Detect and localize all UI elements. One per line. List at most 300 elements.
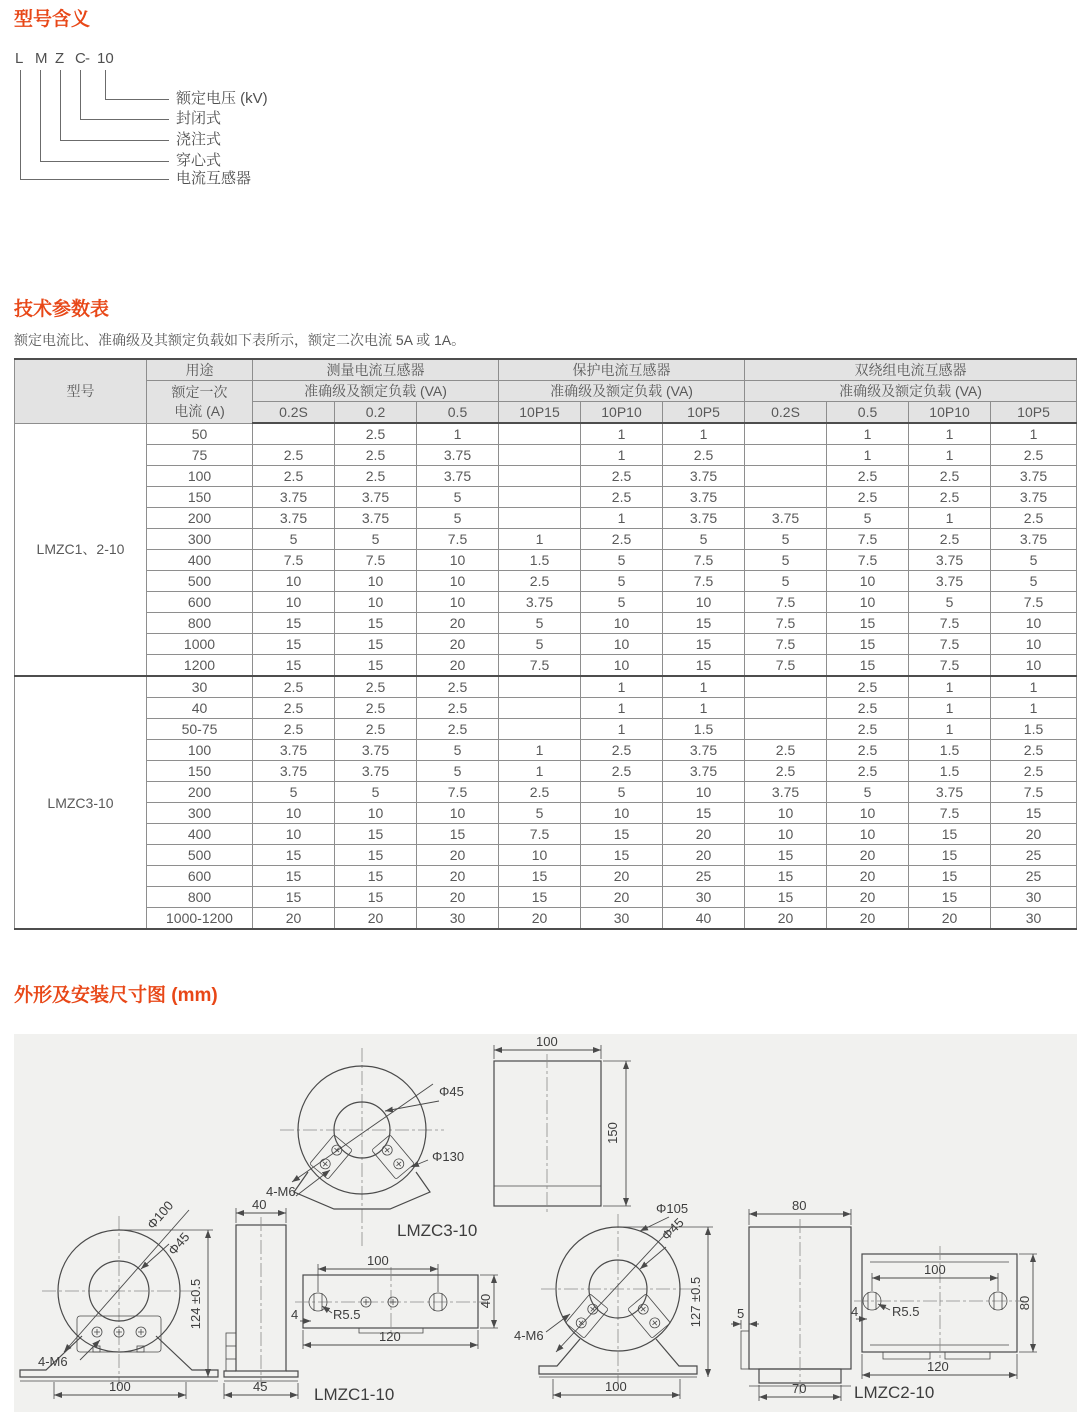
drawing-label: LMZC1-10 — [314, 1385, 395, 1404]
col-header-primary-current — [147, 381, 253, 424]
load-value-cell: 15 — [581, 824, 663, 845]
load-value-cell: 2.5 — [991, 508, 1077, 529]
load-value-cell: 2.5 — [909, 466, 991, 487]
primary-current-cell: 800 — [147, 887, 253, 908]
load-value-cell: 5 — [909, 592, 991, 613]
load-value-cell: 1 — [909, 445, 991, 466]
dim-text: 100 — [109, 1379, 131, 1394]
dim-text: Φ45 — [164, 1229, 193, 1258]
code-meaning-label: 浇注式 — [176, 131, 222, 148]
load-value-cell: 10 — [827, 803, 909, 824]
connector-line — [105, 70, 106, 99]
lmzc3-side-view — [494, 1034, 631, 1214]
load-value-cell: 2.5 — [335, 445, 417, 466]
load-value-cell: 2.5 — [827, 761, 909, 782]
dim-text: 4-M6 — [514, 1328, 544, 1343]
load-value-cell: 10 — [335, 592, 417, 613]
class-col-header: 10P5 — [663, 402, 745, 424]
load-value-cell: 2.5 — [335, 676, 417, 698]
load-value-cell: 5 — [417, 761, 499, 782]
load-value-cell: 2.5 — [253, 698, 335, 719]
load-value-cell — [745, 698, 827, 719]
params-intro-text: 额定电流比、准确级及其额定负载如下表所示，额定二次电流 5A 或 1A。 — [14, 332, 466, 348]
load-value-cell: 30 — [581, 908, 663, 930]
class-col-header: 10P15 — [499, 402, 581, 424]
load-value-cell: 3.75 — [335, 761, 417, 782]
code-meaning-label: 额定电压 (kV) — [176, 90, 268, 107]
primary-current-cell: 1000-1200 — [147, 908, 253, 930]
load-value-cell: 15 — [909, 887, 991, 908]
code-meaning-label: 封闭式 — [176, 110, 222, 127]
primary-current-cell: 100 — [147, 466, 253, 487]
dim-text: 80 — [1017, 1295, 1032, 1311]
primary-current-cell: 1000 — [147, 634, 253, 655]
load-value-cell: 2.5 — [581, 466, 663, 487]
params-table — [14, 358, 1077, 930]
lmzc1-side-view — [224, 1197, 298, 1399]
load-value-cell — [499, 676, 581, 698]
load-value-cell: 10 — [581, 634, 663, 655]
dim-text: Φ45 — [439, 1084, 464, 1099]
table-row — [15, 529, 1077, 550]
load-value-cell: 10 — [253, 571, 335, 592]
dim-text: 100 — [367, 1253, 389, 1268]
load-value-cell: 15 — [253, 845, 335, 866]
params-table-body — [15, 423, 1077, 929]
load-value-cell: 5 — [417, 487, 499, 508]
dim-text: 4 — [291, 1307, 299, 1322]
load-value-cell: 15 — [499, 887, 581, 908]
load-value-cell: 2.5 — [499, 571, 581, 592]
table-row — [15, 676, 1077, 698]
load-value-cell: 3.75 — [909, 550, 991, 571]
load-value-cell: 1 — [581, 698, 663, 719]
load-value-cell: 20 — [827, 908, 909, 930]
load-value-cell: 2.5 — [335, 698, 417, 719]
load-value-cell — [745, 423, 827, 445]
load-value-cell: 1.5 — [909, 761, 991, 782]
load-value-cell: 7.5 — [991, 592, 1077, 613]
load-value-cell: 10 — [827, 571, 909, 592]
primary-current-line1: 额定一次 — [171, 383, 228, 400]
load-value-cell: 2.5 — [827, 698, 909, 719]
load-value-cell: 10 — [417, 803, 499, 824]
load-value-cell: 1 — [581, 423, 663, 445]
table-row — [15, 508, 1077, 529]
load-value-cell: 3.75 — [909, 782, 991, 803]
primary-current-cell: 600 — [147, 866, 253, 887]
class-col-header: 0.5 — [827, 402, 909, 424]
load-value-cell: 3.75 — [253, 761, 335, 782]
load-value-cell — [499, 698, 581, 719]
connector-line — [40, 161, 169, 162]
load-value-cell: 1 — [663, 423, 745, 445]
dim-text: 150 — [605, 1122, 620, 1144]
load-value-cell: 5 — [253, 782, 335, 803]
dim-text: 70 — [792, 1381, 807, 1396]
load-value-cell: 3.75 — [663, 466, 745, 487]
load-value-cell: 10 — [417, 592, 499, 613]
connector-line — [105, 99, 169, 100]
load-value-cell: 10 — [417, 550, 499, 571]
dim-text: 127 ±0.5 — [688, 1276, 703, 1328]
load-value-cell: 10 — [663, 782, 745, 803]
table-row — [15, 887, 1077, 908]
load-value-cell: 1 — [581, 445, 663, 466]
load-value-cell: 1 — [663, 676, 745, 698]
load-value-cell: 7.5 — [335, 550, 417, 571]
primary-current-cell: 500 — [147, 845, 253, 866]
load-value-cell: 20 — [417, 634, 499, 655]
load-value-cell: 7.5 — [991, 782, 1077, 803]
lmzc3-front-view — [266, 1048, 477, 1246]
load-value-cell: 5 — [499, 613, 581, 634]
load-value-cell: 7.5 — [417, 529, 499, 550]
load-value-cell: 2.5 — [827, 719, 909, 740]
load-value-cell: 7.5 — [745, 655, 827, 677]
load-value-cell: 5 — [991, 571, 1077, 592]
load-value-cell: 3.75 — [909, 571, 991, 592]
table-row — [15, 445, 1077, 466]
load-value-cell: 15 — [663, 803, 745, 824]
model-section-title: 型号含义 — [14, 9, 91, 30]
dimension-drawings — [14, 1034, 1077, 1412]
load-value-cell — [499, 487, 581, 508]
primary-current-cell: 100 — [147, 740, 253, 761]
load-value-cell: 5 — [745, 550, 827, 571]
load-value-cell: 1.5 — [663, 719, 745, 740]
load-value-cell: 7.5 — [909, 655, 991, 677]
load-value-cell: 20 — [417, 887, 499, 908]
load-value-cell: 15 — [335, 845, 417, 866]
dim-text: Φ100 — [143, 1197, 177, 1232]
load-value-cell: 3.75 — [499, 592, 581, 613]
load-value-cell: 20 — [581, 866, 663, 887]
load-value-cell: 15 — [581, 845, 663, 866]
connector-line — [40, 70, 41, 161]
load-value-cell: 2.5 — [909, 487, 991, 508]
load-value-cell: 7.5 — [745, 592, 827, 613]
load-value-cell: 5 — [581, 571, 663, 592]
code-meaning-label: 穿心式 — [176, 152, 222, 169]
load-value-cell: 2.5 — [581, 761, 663, 782]
load-value-cell: 15 — [909, 824, 991, 845]
load-value-cell: 15 — [745, 866, 827, 887]
load-value-cell: 10 — [827, 592, 909, 613]
load-value-cell: 2.5 — [991, 445, 1077, 466]
load-value-cell: 2.5 — [335, 719, 417, 740]
lmzc1-front-view — [20, 1198, 218, 1399]
load-value-cell: 1 — [991, 698, 1077, 719]
load-value-cell: 20 — [581, 887, 663, 908]
load-value-cell: 2.5 — [991, 740, 1077, 761]
load-value-cell: 7.5 — [499, 655, 581, 677]
load-value-cell: 7.5 — [663, 550, 745, 571]
load-value-cell: 15 — [909, 845, 991, 866]
load-value-cell: 2.5 — [253, 466, 335, 487]
load-value-cell: 3.75 — [745, 508, 827, 529]
load-value-cell: 3.75 — [663, 508, 745, 529]
load-value-cell: 2.5 — [335, 423, 417, 445]
load-value-cell: 20 — [827, 845, 909, 866]
primary-current-cell: 75 — [147, 445, 253, 466]
col-header-model: 型号 — [15, 359, 147, 423]
load-value-cell: 15 — [253, 634, 335, 655]
connector-line — [20, 179, 169, 180]
load-value-cell: 2.5 — [253, 445, 335, 466]
load-value-cell: 15 — [663, 613, 745, 634]
load-value-cell: 2.5 — [253, 719, 335, 740]
primary-current-cell: 150 — [147, 487, 253, 508]
connector-line — [20, 70, 21, 179]
class-col-header: 0.2 — [335, 402, 417, 424]
load-value-cell: 5 — [991, 550, 1077, 571]
table-row — [15, 634, 1077, 655]
connector-line — [80, 119, 169, 120]
load-value-cell: 1 — [581, 508, 663, 529]
dim-text: 40 — [252, 1197, 267, 1212]
col-header-measuring: 测量电流互感器 — [253, 359, 499, 381]
load-value-cell — [499, 508, 581, 529]
primary-current-cell: 30 — [147, 676, 253, 698]
table-row — [15, 592, 1077, 613]
class-col-header: 0.5 — [417, 402, 499, 424]
load-value-cell: 15 — [827, 634, 909, 655]
load-value-cell: 2.5 — [827, 487, 909, 508]
load-value-cell: 7.5 — [909, 613, 991, 634]
load-value-cell: 1.5 — [499, 550, 581, 571]
load-value-cell: 15 — [335, 887, 417, 908]
table-row — [15, 761, 1077, 782]
load-value-cell: 1 — [827, 423, 909, 445]
table-row — [15, 740, 1077, 761]
load-value-cell: 5 — [581, 550, 663, 571]
primary-current-cell: 300 — [147, 529, 253, 550]
load-value-cell: 15 — [827, 613, 909, 634]
load-value-cell: 10 — [827, 824, 909, 845]
load-value-cell: 5 — [253, 529, 335, 550]
lmzc2-side-view — [731, 1198, 851, 1401]
load-value-cell: 3.75 — [991, 529, 1077, 550]
load-value-cell: 20 — [499, 908, 581, 930]
load-value-cell: 10 — [991, 634, 1077, 655]
load-value-cell: 10 — [745, 803, 827, 824]
connector-line — [60, 70, 61, 140]
load-value-cell: 20 — [335, 908, 417, 930]
load-value-cell: 15 — [499, 866, 581, 887]
dim-text: Φ45 — [658, 1214, 687, 1244]
primary-current-cell: 800 — [147, 613, 253, 634]
load-value-cell — [499, 719, 581, 740]
table-row — [15, 845, 1077, 866]
load-value-cell: 7.5 — [827, 550, 909, 571]
load-value-cell — [499, 445, 581, 466]
dim-text: R5.5 — [333, 1307, 361, 1322]
load-value-cell: 15 — [909, 866, 991, 887]
load-value-cell: 2.5 — [827, 740, 909, 761]
primary-current-cell: 150 — [147, 761, 253, 782]
connector-line — [80, 70, 81, 119]
model-code-diagram — [14, 50, 1077, 202]
load-value-cell: 15 — [253, 887, 335, 908]
load-value-cell: 1 — [417, 423, 499, 445]
load-value-cell: 2.5 — [827, 466, 909, 487]
dim-text: 124 ±0.5 — [188, 1278, 203, 1330]
dim-text: Φ105 — [656, 1201, 689, 1216]
load-value-cell: 15 — [335, 634, 417, 655]
load-value-cell: 1 — [991, 676, 1077, 698]
load-value-cell: 25 — [991, 845, 1077, 866]
primary-current-cell: 300 — [147, 803, 253, 824]
primary-current-cell: 1200 — [147, 655, 253, 677]
accuracy-load-header: 准确级及额定负载 (VA) — [499, 381, 745, 402]
class-col-header: 10P5 — [991, 402, 1077, 424]
dim-text: 120 — [927, 1359, 949, 1374]
load-value-cell: 1 — [827, 445, 909, 466]
load-value-cell: 1 — [909, 423, 991, 445]
load-value-cell: 20 — [745, 908, 827, 930]
load-value-cell: 15 — [745, 845, 827, 866]
drawings-panel — [14, 1034, 1077, 1412]
load-value-cell: 3.75 — [991, 466, 1077, 487]
code-letter: - — [85, 50, 90, 67]
load-value-cell: 10 — [991, 613, 1077, 634]
table-row — [15, 719, 1077, 740]
dim-text: 4 — [851, 1304, 859, 1319]
table-row — [15, 550, 1077, 571]
load-value-cell: 30 — [991, 908, 1077, 930]
load-value-cell: 1 — [499, 761, 581, 782]
table-row — [15, 571, 1077, 592]
load-value-cell: 1 — [499, 740, 581, 761]
primary-current-cell: 400 — [147, 824, 253, 845]
load-value-cell: 2.5 — [745, 761, 827, 782]
table-row — [15, 655, 1077, 677]
load-value-cell: 15 — [745, 887, 827, 908]
load-value-cell: 2.5 — [417, 676, 499, 698]
load-value-cell: 1 — [909, 698, 991, 719]
load-value-cell: 1 — [909, 676, 991, 698]
load-value-cell: 5 — [827, 782, 909, 803]
load-value-cell: 10 — [253, 824, 335, 845]
load-value-cell — [499, 423, 581, 445]
table-row — [15, 698, 1077, 719]
load-value-cell: 3.75 — [253, 740, 335, 761]
load-value-cell: 30 — [991, 887, 1077, 908]
load-value-cell: 5 — [417, 740, 499, 761]
load-value-cell: 2.5 — [499, 782, 581, 803]
load-value-cell: 2.5 — [581, 740, 663, 761]
load-value-cell — [745, 445, 827, 466]
load-value-cell: 1 — [581, 719, 663, 740]
primary-current-cell: 500 — [147, 571, 253, 592]
drawing-label: LMZC2-10 — [854, 1383, 935, 1402]
table-row — [15, 803, 1077, 824]
code-letter: L — [15, 50, 24, 67]
load-value-cell: 15 — [335, 824, 417, 845]
load-value-cell: 5 — [827, 508, 909, 529]
load-value-cell: 20 — [827, 866, 909, 887]
load-value-cell — [745, 487, 827, 508]
load-value-cell: 2.5 — [827, 676, 909, 698]
code-letter: M — [35, 50, 48, 67]
load-value-cell: 15 — [335, 866, 417, 887]
load-value-cell — [253, 423, 335, 445]
load-value-cell: 10 — [335, 803, 417, 824]
class-col-header: 10P10 — [581, 402, 663, 424]
load-value-cell: 5 — [581, 782, 663, 803]
load-value-cell: 15 — [253, 655, 335, 677]
load-value-cell: 10 — [581, 803, 663, 824]
load-value-cell: 2.5 — [335, 466, 417, 487]
load-value-cell — [499, 466, 581, 487]
load-value-cell: 1 — [663, 698, 745, 719]
load-value-cell: 10 — [253, 592, 335, 613]
load-value-cell: 20 — [417, 613, 499, 634]
class-col-header: 0.2S — [253, 402, 335, 424]
load-value-cell: 30 — [663, 887, 745, 908]
load-value-cell: 2.5 — [581, 529, 663, 550]
primary-current-line2: 电流 (A) — [174, 402, 225, 419]
load-value-cell: 2.5 — [417, 719, 499, 740]
load-value-cell: 20 — [417, 866, 499, 887]
dim-text: 100 — [924, 1262, 946, 1277]
primary-current-cell: 600 — [147, 592, 253, 613]
dim-text: 4-M6 — [266, 1184, 296, 1199]
load-value-cell: 30 — [417, 908, 499, 930]
load-value-cell: 25 — [663, 866, 745, 887]
load-value-cell: 15 — [663, 634, 745, 655]
table-row — [15, 423, 1077, 445]
load-value-cell: 7.5 — [417, 782, 499, 803]
load-value-cell: 3.75 — [417, 445, 499, 466]
load-value-cell: 20 — [417, 655, 499, 677]
load-value-cell: 5 — [335, 782, 417, 803]
primary-current-cell: 200 — [147, 508, 253, 529]
load-value-cell: 20 — [909, 908, 991, 930]
header-row-2 — [15, 381, 1077, 402]
load-value-cell: 5 — [335, 529, 417, 550]
table-row — [15, 782, 1077, 803]
dim-text: 100 — [536, 1034, 558, 1049]
table-row — [15, 613, 1077, 634]
load-value-cell: 3.75 — [745, 782, 827, 803]
dim-text: 45 — [253, 1379, 268, 1394]
primary-current-cell: 50 — [147, 423, 253, 445]
dim-text: 80 — [792, 1198, 807, 1213]
table-row — [15, 824, 1077, 845]
load-value-cell: 3.75 — [335, 740, 417, 761]
load-value-cell: 20 — [663, 824, 745, 845]
primary-current-cell: 200 — [147, 782, 253, 803]
load-value-cell: 15 — [253, 613, 335, 634]
load-value-cell: 1.5 — [909, 740, 991, 761]
load-value-cell: 40 — [663, 908, 745, 930]
load-value-cell: 1 — [991, 423, 1077, 445]
col-header-usage: 用途 — [147, 359, 253, 381]
load-value-cell: 10 — [253, 803, 335, 824]
load-value-cell: 7.5 — [909, 803, 991, 824]
load-value-cell: 20 — [991, 824, 1077, 845]
load-value-cell: 2.5 — [417, 698, 499, 719]
load-value-cell: 7.5 — [499, 824, 581, 845]
dim-text: 5 — [737, 1306, 745, 1321]
code-letter: Z — [55, 50, 65, 67]
load-value-cell: 20 — [417, 845, 499, 866]
load-value-cell: 2.5 — [663, 445, 745, 466]
load-value-cell: 20 — [663, 845, 745, 866]
dim-text: 4-M6 — [38, 1354, 68, 1369]
